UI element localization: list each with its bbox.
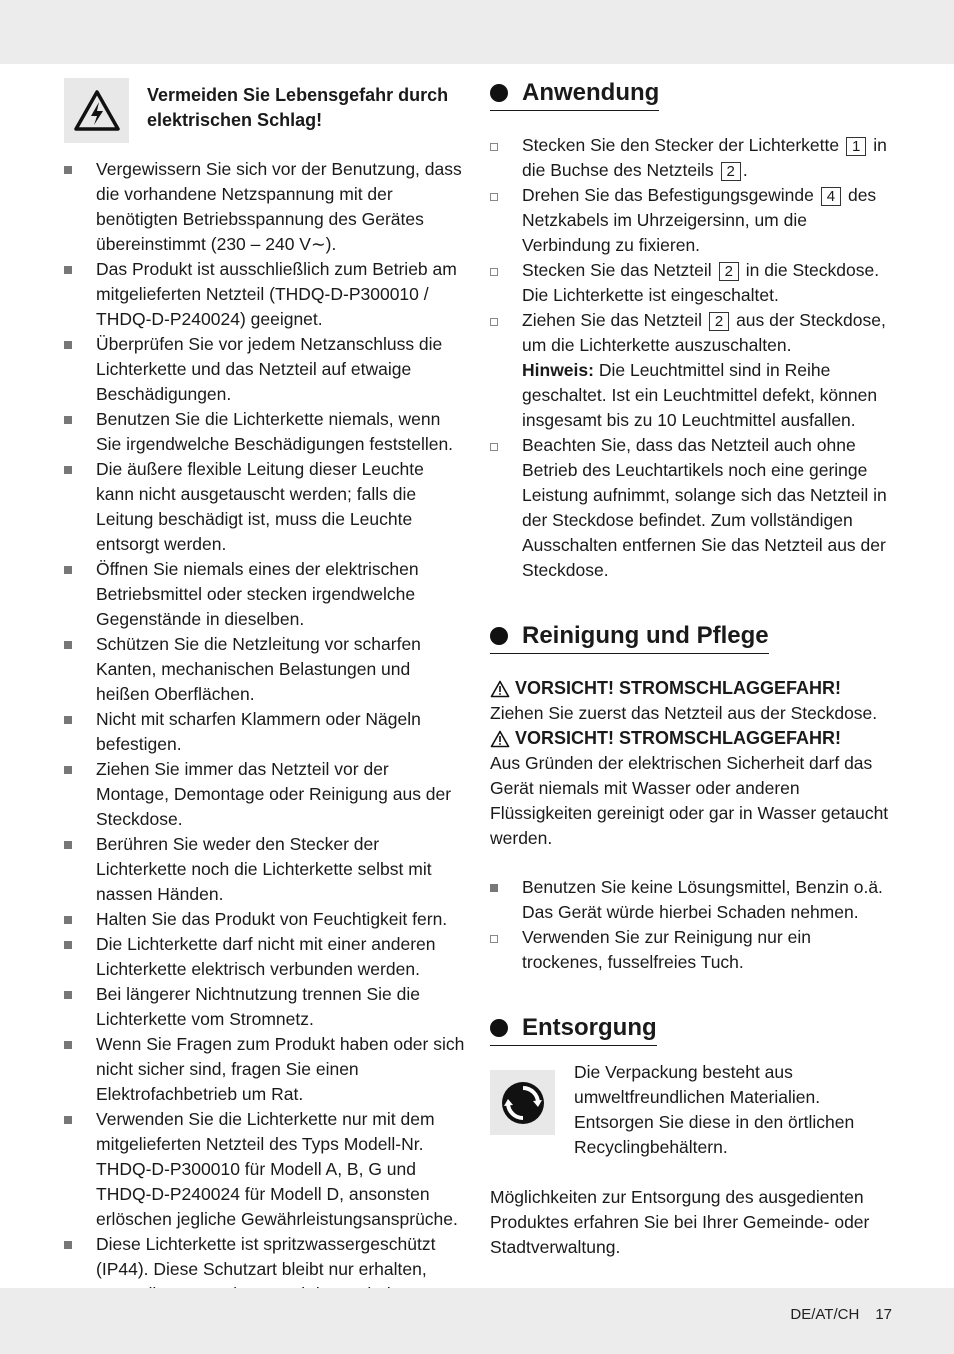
list-item: Verwenden Sie zur Reinigung nur ein trockenes, fusselfreies Tuch. xyxy=(490,925,890,975)
page-number: 17 xyxy=(875,1306,892,1323)
footer-language: DE/AT/CH xyxy=(790,1306,860,1323)
usage-steps xyxy=(490,133,890,583)
top-band xyxy=(0,0,954,64)
electric-shock-warning xyxy=(64,78,466,143)
list-item: Diese Lichterkette ist spritzwassergeschützt (IP44). Diese Schutzart bleibt nur erhalten, xyxy=(64,1232,466,1332)
list-item: Benutzen Sie keine Lösungsmittel, Benzin o.ä. Das Gerät würde hierbei Schaden nehmen. xyxy=(490,875,890,925)
part-ref: 2 xyxy=(709,312,729,331)
part-ref: 1 xyxy=(846,137,866,156)
section-heading-entsorgung: Entsorgung xyxy=(490,1013,657,1046)
part-ref: 4 xyxy=(821,187,841,206)
disposal-text: Möglichkeiten zur Entsorgung des ausgedienten Produktes erfahren Sie bei Ihrer Gemeinde- oder Stadtverwaltung. xyxy=(490,1187,870,1257)
list-item: Das Produkt ist ausschließlich zum Betrieb am mitgelieferten Netzteil (THDQ-D-P300010 / THDQ-D-P240024) geeignet. xyxy=(64,257,466,332)
warning-title: Vermeiden Sie Lebensgefahr durch elektrischen Schlag! xyxy=(147,85,449,130)
section-heading-anwendung: Anwendung xyxy=(490,78,659,111)
list-item: Wenn Sie Fragen zum Produkt haben oder sich nicht sicher sind, fragen Sie einen Elektrofachbetrieb um Rat. xyxy=(64,1032,466,1107)
list-item: Die äußere flexible Leitung dieser Leuchte kann nicht ausgetauscht werden; falls die Leitung beschädigt ist, muss die Leuchte entsorgt werden. xyxy=(64,457,466,557)
caution-triangle-icon xyxy=(490,730,510,748)
part-ref: 2 xyxy=(721,162,741,181)
recycling-icon xyxy=(490,1070,555,1135)
list-item: Überprüfen Sie vor jedem Netzanschluss die Lichterkette und das Netzteil auf etwaige Beschädigungen. xyxy=(64,332,466,407)
packaging-disposal xyxy=(490,1060,890,1160)
list-item: Vergewissern Sie sich vor der Benutzung, dass die vorhandene Netzspannung mit der benötigten Betriebsspannung des Gerätes übereinstimmt (230 – 240 V∼). xyxy=(64,157,466,257)
list-item: Drehen Sie das Befestigungsgewinde 4 des Netzkabels im Uhrzeigersinn, um die Verbindung zu fixieren. xyxy=(490,183,890,258)
list-item: Stecken Sie das Netzteil 2 in die Steckdose. Die Lichterkette ist eingeschaltet. xyxy=(490,258,890,308)
list-item: Halten Sie das Produkt von Feuchtigkeit fern. xyxy=(64,907,466,932)
list-item: Benutzen Sie die Lichterkette niemals, wenn Sie irgendwelche Beschädigungen feststellen. xyxy=(64,407,466,457)
caution-label: VORSICHT! STROMSCHLAGGEFAHR! xyxy=(490,726,890,751)
list-item: Verwenden Sie die Lichterkette nur mit dem mitgelieferten Netzteil des Typs Modell-Nr. THDQ-D-P300010 für Modell A, B, G und THDQ-D-P240024 für Modell D, ansonsten erlöschen jegliche Gewährleistungsansprüche. xyxy=(64,1107,466,1232)
cleaning-list xyxy=(490,875,890,975)
high-voltage-warning-icon xyxy=(64,78,129,143)
list-item: Stecken Sie den Stecker der Lichterkette 1 in die Buchse des Netzteils 2 . xyxy=(490,133,890,183)
list-item: Bei längerer Nichtnutzung trennen Sie die Lichterkette vom Stromnetz. xyxy=(64,982,466,1032)
list-item: Die Lichterkette darf nicht mit einer anderen Lichterkette elektrisch verbunden werden. xyxy=(64,932,466,982)
right-column xyxy=(490,78,890,1260)
left-column xyxy=(64,78,466,1332)
caution-triangle-icon xyxy=(490,680,510,698)
list-item: Ziehen Sie immer das Netzteil vor der Montage, Demontage oder Reinigung aus der Steckdose. xyxy=(64,757,466,832)
list-item: Berühren Sie weder den Stecker der Lichterkette noch die Lichterkette selbst mit nassen Händen. xyxy=(64,832,466,907)
list-item: Öffnen Sie niemals eines der elektrischen Betriebsmittel oder stecken irgendwelche Gegenstände in dieselben. xyxy=(64,557,466,632)
page-footer xyxy=(790,1306,892,1323)
list-item: Schützen Sie die Netzleitung vor scharfen Kanten, mechanischen Belastungen und heißen Oberflächen. xyxy=(64,632,466,707)
list-item: Beachten Sie, dass das Netzteil auch ohne Betrieb des Leuchtartikels noch eine geringe Leistung aufnimmt, solange sich das Netzteil in der Steckdose befindet. Zum vollständigen Ausschalten entfernen Sie das Netzteil aus der Steckdose. xyxy=(490,433,890,583)
packaging-text: Die Verpackung besteht aus umweltfreundlichen Materialien. Entsorgen Sie diese in den örtlichen Recyclingbehältern. xyxy=(574,1062,855,1157)
list-item: Ziehen Sie das Netzteil 2 aus der Steckdose, um die Lichterkette auszuschalten. Hinweis: Die Leuchtmittel sind in Reihe geschaltet. Ist ein Leuchtmittel defekt, können insgesamt bis zu 10 Leuchtmittel ausfallen. xyxy=(490,308,890,433)
cleaning-text: Aus Gründen der elektrischen Sicherheit darf das Gerät niemals mit Wasser oder anderen Flüssigkeiten gereinigt oder gar in Wasser getaucht werden. xyxy=(490,753,889,848)
caution-label: VORSICHT! STROMSCHLAGGEFAHR! xyxy=(490,676,890,701)
safety-list xyxy=(64,157,466,1332)
cleaning-text: Ziehen Sie zuerst das Netzteil aus der Steckdose. xyxy=(490,703,878,723)
hint-label: Hinweis: xyxy=(522,360,594,380)
list-item: Nicht mit scharfen Klammern oder Nägeln befestigen. xyxy=(64,707,466,757)
part-ref: 2 xyxy=(719,262,739,281)
section-heading-reinigung: Reinigung und Pflege xyxy=(490,621,769,654)
